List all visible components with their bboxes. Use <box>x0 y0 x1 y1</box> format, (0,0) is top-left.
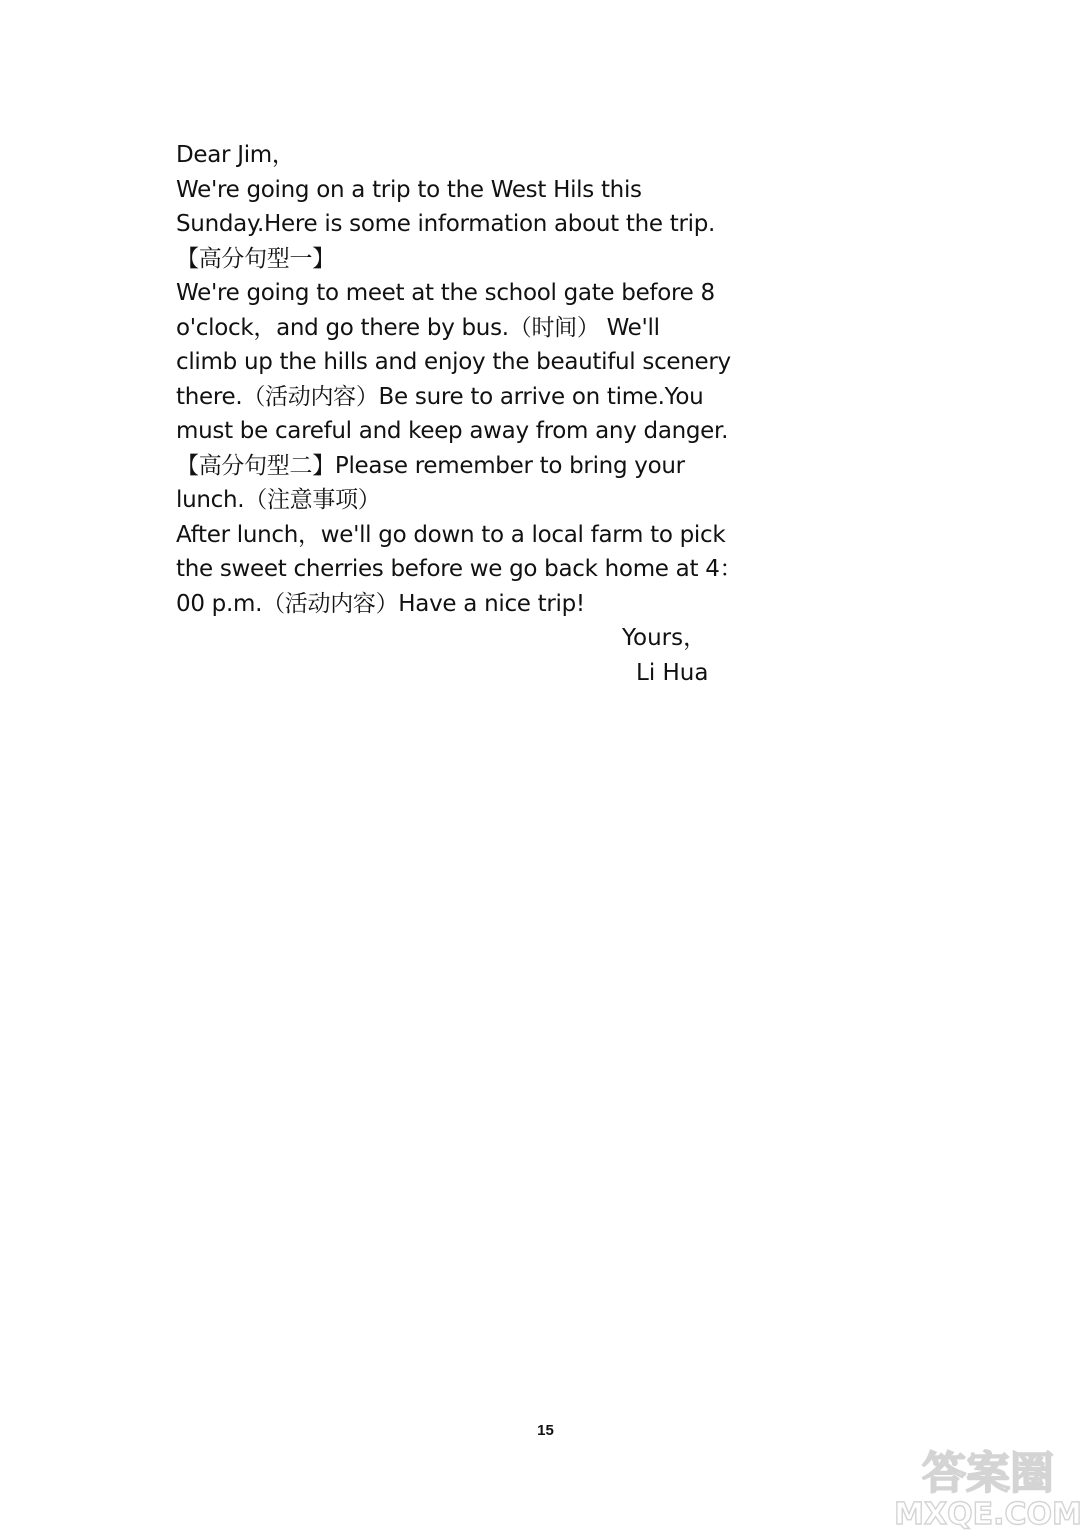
watermark-top-text: 答案圈 <box>922 1448 1054 1499</box>
letter-line: We're going on a trip to the West Hils this <box>176 176 642 203</box>
watermark-bottom-text: MXQE.COM <box>894 1497 1082 1530</box>
letter-line: Dear Jim， <box>176 142 295 168</box>
letter-line: there.（活动内容）Be sure to arrive on time.You <box>176 383 704 410</box>
letter-line: 00 p.m.（活动内容）Have a nice trip! <box>176 590 585 617</box>
letter-line: After lunch，we'll go down to a local farm to pick <box>176 521 726 548</box>
letter-line: Sunday.Here is some information about the trip. <box>176 211 716 237</box>
page-number: 15 <box>537 1422 554 1439</box>
letter-signature: Li Hua <box>636 660 709 686</box>
letter-line: lunch.（注意事项） <box>176 487 381 513</box>
letter-line: We're going to meet at the school gate before 8 <box>176 280 715 306</box>
watermark-logo <box>893 1438 1083 1530</box>
letter-line: the sweet cherries before we go back home at 4： <box>176 556 743 582</box>
letter-line: o'clock，and go there by bus.（时间） We'll <box>176 314 660 341</box>
letter-closing: Yours， <box>622 625 707 651</box>
letter-line: 【高分句型一】 <box>176 245 335 272</box>
letter-line: 【高分句型二】Please remember to bring your <box>176 452 685 479</box>
letter-body <box>176 138 743 621</box>
letter-line: climb up the hills and enjoy the beautiful scenery <box>176 349 731 375</box>
letter-line: must be careful and keep away from any danger. <box>176 418 729 444</box>
